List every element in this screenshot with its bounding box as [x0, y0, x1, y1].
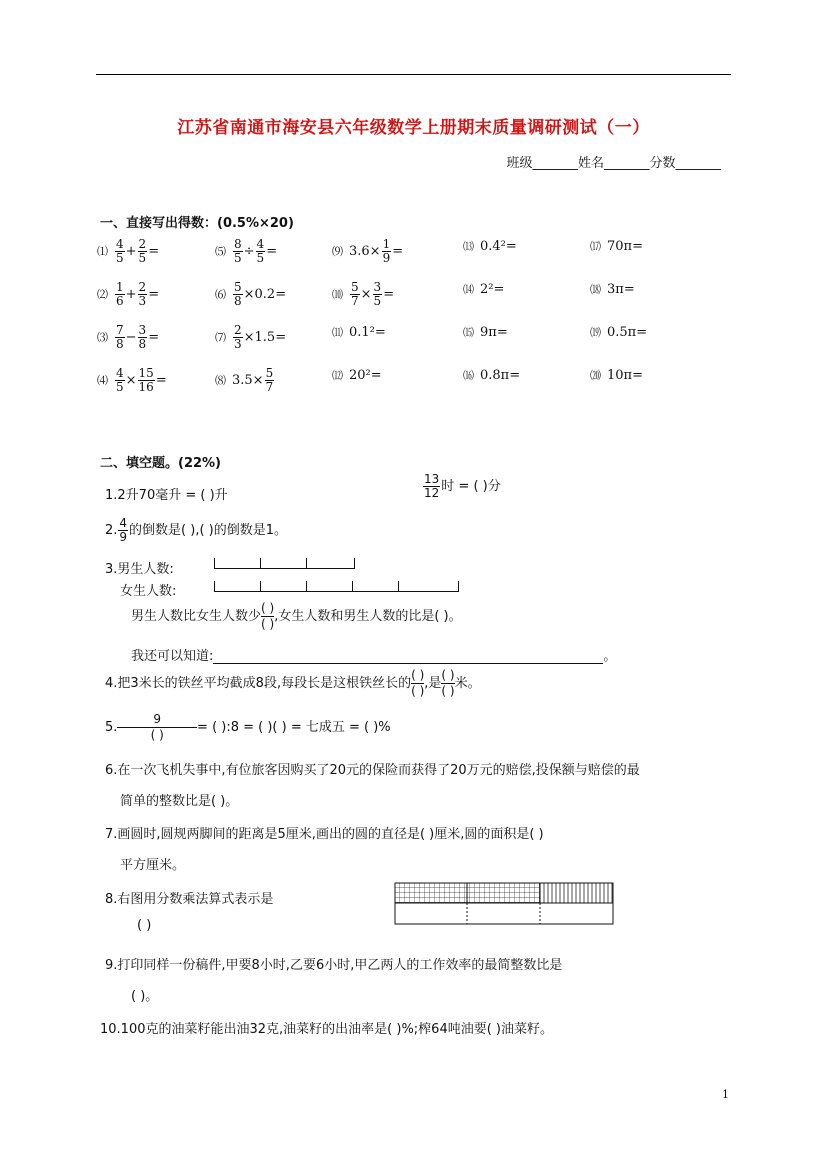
numerator: 4 [116, 366, 124, 380]
fraction-area-diagram [394, 882, 615, 926]
question-8-line2: ( ) [137, 918, 152, 933]
expression-tail: = [392, 244, 404, 259]
arithmetic-item [97, 281, 159, 308]
arithmetic-item [215, 281, 286, 308]
arithmetic-item [463, 238, 517, 254]
denominator: 3 [234, 337, 242, 351]
denominator: 8 [234, 294, 242, 308]
fraction [115, 324, 125, 351]
question-10: 10.100克的油菜籽能出油32克,油菜籽的出油率是( )%;榨64吨油要( )油菜籽。 [100, 1022, 553, 1037]
question-6-line2: 简单的整数比是( )。 [120, 794, 239, 809]
operator: − [125, 330, 137, 345]
denominator: 5 [116, 380, 124, 394]
blank-fraction[interactable]: ( ) ( ) [261, 601, 275, 631]
expression-text: 10π= [607, 368, 643, 383]
expression-tail: = [148, 244, 160, 259]
numerator: 5 [265, 366, 274, 380]
operator: + [125, 287, 137, 302]
denominator: 5 [116, 251, 124, 265]
arithmetic-item [215, 324, 286, 351]
item-number: ⑴ [97, 245, 108, 258]
question-1b: $\frac{13}{12}$ 时 = ( )分 [424, 472, 501, 500]
numerator: 3 [138, 323, 147, 337]
denominator: 5 [234, 251, 242, 265]
expression-text: 9π= [480, 325, 508, 340]
arithmetic-item [590, 238, 643, 254]
fraction [350, 281, 360, 308]
top-rule [96, 74, 731, 75]
item-number: ⑻ [215, 374, 226, 387]
denominator: 5 [373, 294, 382, 308]
question-1a: 1.2升70毫升 = ( )升 [105, 488, 228, 503]
question-4: 4.把3米长的铁丝平均截成8段,每段长是这根铁丝长的 ( ) ( ) ,是 ( ) ( ) 米。 [105, 668, 481, 698]
arithmetic-item [332, 324, 386, 340]
operator: × [360, 287, 372, 302]
arithmetic-item [590, 367, 643, 383]
expression-text: 0.5π= [607, 325, 648, 340]
fraction [115, 281, 125, 308]
item-number: ⑶ [97, 331, 108, 344]
answer-line[interactable] [213, 663, 603, 664]
arithmetic-item [463, 324, 508, 340]
item-number: ⑹ [215, 288, 226, 301]
arithmetic-item [215, 367, 275, 394]
question-8-line1: 8.右图用分数乘法算式表示是 [105, 892, 274, 907]
question-3-line1: 男生人数比女生人数少 ( ) ( ) ,女生人数和男生人数的比是( )。 [131, 601, 462, 631]
fraction [382, 238, 392, 265]
denominator: 8 [116, 337, 124, 351]
fraction [256, 238, 266, 265]
question-9-line2: ( )。 [131, 989, 159, 1004]
denominator: 7 [265, 380, 274, 394]
fraction [373, 281, 383, 308]
item-number: ⒅ [590, 283, 601, 296]
denominator: 5 [256, 251, 265, 265]
blank-fraction[interactable]: ( ) ( ) [411, 668, 425, 698]
section-1-title: 一、直接写出得数：(0.5%×20) [100, 216, 294, 231]
blank-fraction[interactable]: ( ) ( ) [441, 668, 455, 698]
denominator: 6 [116, 294, 124, 308]
fraction [138, 281, 148, 308]
operator: ÷ [243, 244, 255, 259]
item-number: ⒂ [463, 326, 474, 339]
arithmetic-item [590, 324, 647, 340]
denominator: 5 [138, 251, 147, 265]
expression-tail: = [383, 287, 395, 302]
fraction [138, 324, 148, 351]
question-2: 2. $\frac{4}{9}$ 的倒数是( ),( )的倒数是1。 [105, 516, 288, 544]
fraction [265, 367, 275, 394]
expression-text: 70π= [607, 239, 643, 254]
student-info-line: 班级_______姓名_______分数_______ [506, 156, 721, 171]
numerator: 15 [138, 366, 154, 380]
fraction [138, 238, 148, 265]
expression-text: 2²= [480, 282, 505, 297]
denominator: 7 [351, 294, 359, 308]
expression-tail: ×1.5= [243, 330, 287, 345]
denominator: 9 [382, 251, 391, 265]
arithmetic-item [215, 238, 277, 265]
numerator: 8 [234, 237, 242, 251]
item-number: ⑿ [332, 369, 343, 382]
numerator: 2 [138, 237, 147, 251]
expression-tail: = [266, 244, 278, 259]
question-3-boys-label: 3.男生人数: [105, 562, 174, 577]
operator: × [125, 373, 137, 388]
fraction [115, 367, 125, 394]
fraction [138, 367, 155, 394]
item-number: ⒄ [590, 240, 601, 253]
question-7-line2: 平方厘米。 [120, 858, 186, 873]
arithmetic-item [463, 281, 504, 297]
item-number: ⒇ [590, 369, 601, 382]
arithmetic-item [590, 281, 635, 297]
item-number: ⑷ [97, 374, 108, 387]
page-title: 江苏省南通市海安县六年级数学上册期末质量调研测试（一） [177, 118, 650, 138]
numerator: 1 [382, 237, 391, 251]
item-number: ⑺ [215, 331, 226, 344]
question-6-line1: 6.在一次飞机失事中,有位旅客因购买了20元的保险而获得了20万元的赔偿,投保额与赔偿的最 [105, 763, 640, 778]
expression-tail: ×0.2= [243, 287, 287, 302]
item-number: ⑸ [215, 245, 226, 258]
item-number: ⒀ [463, 240, 474, 253]
numerator: 5 [234, 280, 242, 294]
item-number: ⑼ [332, 245, 343, 258]
expression-tail: = [155, 373, 167, 388]
boys-bar [214, 558, 355, 569]
numerator: 2 [138, 280, 147, 294]
item-number: ⑵ [97, 288, 108, 301]
item-number: ⑽ [332, 288, 343, 301]
page-number: 1 [722, 1088, 729, 1101]
expression-text: 3π= [607, 282, 635, 297]
question-9-line1: 9.打印同样一份稿件,甲要8小时,乙要6小时,甲乙两人的工作效率的最简整数比是 [105, 958, 563, 973]
expression-text: 0.4²= [480, 239, 517, 254]
fraction [233, 281, 243, 308]
fraction [233, 238, 243, 265]
arithmetic-item [97, 367, 167, 394]
arithmetic-item [97, 238, 159, 265]
denominator: 3 [138, 294, 147, 308]
shaded-lines [540, 883, 613, 903]
arithmetic-item [332, 238, 403, 265]
arithmetic-item [332, 281, 394, 308]
fraction [233, 324, 243, 351]
fraction [115, 238, 125, 265]
numerator: 5 [351, 280, 359, 294]
question-5: 5. 9 ( ) = ( ):8 = ( )( ) = 七成五 = ( )% [105, 712, 391, 742]
question-3-line2: 我还可以知道: 。 [131, 649, 617, 664]
numerator: 1 [116, 280, 124, 294]
expression-text: 0.1²= [349, 325, 386, 340]
expression-tail: = [148, 330, 160, 345]
numerator: 4 [256, 237, 265, 251]
numerator: 3 [373, 280, 382, 294]
section-2-title: 二、填空题。(22%) [100, 456, 221, 471]
item-number: ⑾ [332, 326, 343, 339]
denominator: 8 [138, 337, 147, 351]
item-number: ⒁ [463, 283, 474, 296]
expression-tail: = [148, 287, 160, 302]
denominator: 16 [138, 380, 154, 394]
arithmetic-item [97, 324, 159, 351]
item-number: ⒆ [590, 326, 601, 339]
question-3-girls-label: 女生人数: [120, 584, 177, 599]
expression-text: 3.6× [349, 244, 381, 259]
expression-text: 0.8π= [480, 368, 521, 383]
expression-text: 3.5× [232, 373, 264, 388]
arithmetic-item [463, 367, 520, 383]
numerator: 4 [116, 237, 124, 251]
fraction: $\frac{13}{12}$ [424, 472, 440, 500]
expression-text: 20²= [349, 368, 382, 383]
blank-fraction[interactable]: 9 ( ) [117, 712, 197, 743]
girls-bar [214, 581, 459, 592]
fraction: $\frac{4}{9}$ [119, 516, 128, 544]
numerator: 7 [116, 323, 124, 337]
item-number: ⒃ [463, 369, 474, 382]
numerator: 2 [234, 323, 242, 337]
question-7-line1: 7.画圆时,圆规两脚间的距离是5厘米,画出的圆的直径是( )厘米,圆的面积是( ) [105, 827, 544, 842]
arithmetic-item [332, 367, 382, 383]
operator: + [125, 244, 137, 259]
